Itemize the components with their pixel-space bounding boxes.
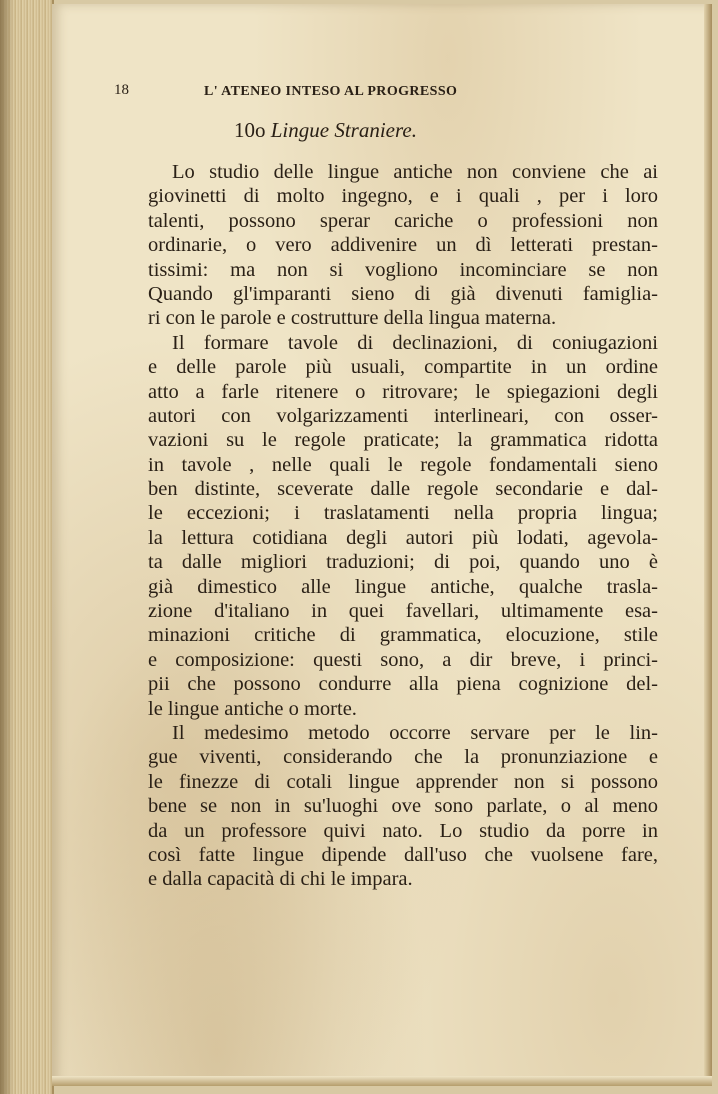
running-head: L' ATENEO INTESO AL PROGRESSO [204, 84, 458, 99]
text-line: le finezze di cotali lingue apprender non si possono [148, 770, 658, 793]
paragraph [148, 331, 658, 721]
text-line: Lo studio delle lingue antiche non conviene che ai [172, 161, 658, 183]
text-line: ben distinte, sceverate dalle regole secondarie e dal- [148, 478, 658, 501]
text-line: da un professore quivi nato. Lo studio da porre in [148, 819, 658, 842]
paragraph [148, 160, 658, 331]
text-line: Il medesimo metodo occorre servare per le lin- [172, 721, 658, 744]
text-line: e delle parole più usuali, compartite in un ordine [148, 356, 658, 379]
text-line: vazioni su le regole praticate; la grammatica ridotta [148, 429, 658, 452]
text-line: minazioni critiche di grammatica, elocuzione, stile [148, 624, 658, 647]
text-line: Quando gl'imparanti sieno di già divenuti famiglia- [148, 282, 658, 305]
text-line: bene se non in su'luoghi ove sono parlate, o al meno [148, 795, 658, 818]
section-heading [234, 118, 417, 143]
section-title: Lingue Straniere. [270, 118, 417, 142]
text-line: gue viventi, considerando che la pronunziazione e [148, 746, 658, 769]
text-line: giovinetti di molto ingegno, e i quali , per i loro [148, 185, 658, 208]
text-line: Il formare tavole di declinazioni, di coniugazioni [172, 331, 658, 354]
text-line: tissimi: ma non si vogliono incominciare se non [148, 258, 658, 281]
text-line: ta dalle migliori traduzioni; di poi, quando uno è [148, 551, 658, 574]
text-line: talenti, possono sperar cariche o professioni non [148, 209, 658, 232]
text-line: le eccezioni; i traslatamenti nella propria lingua; [148, 502, 658, 525]
text-line: zione d'italiano in quei favellari, ultimamente esa- [148, 600, 658, 623]
text-line: e composizione: questi sono, a dir breve, i princi- [148, 648, 658, 671]
page-right-edge [704, 4, 712, 1086]
page-header [114, 82, 558, 108]
text-line: la lettura cotidiana degli autori più lodati, agevola- [148, 526, 658, 549]
text-line: e dalla capacità di chi le impara. [148, 868, 413, 891]
section-number: 10o [234, 118, 266, 142]
text-line: ordinarie, o vero addivenire un dì letterati prestan- [148, 234, 658, 257]
paragraph [148, 721, 658, 892]
text-line: autori con volgarizzamenti interlineari, con osser- [148, 404, 658, 427]
text-line: ri con le parole e costrutture della lingua materna. [148, 307, 557, 330]
binding-shadow [0, 0, 14, 1094]
text-line: così fatte lingue dipende dall'uso che vuolsene fare, [148, 843, 658, 866]
body-text [148, 160, 658, 892]
text-line: le lingue antiche o morte. [148, 697, 357, 720]
page-number: 18 [114, 82, 129, 98]
page-bottom-edge [52, 1076, 712, 1086]
text-line: atto a farle ritenere o ritrovare; le spiegazioni degli [148, 380, 658, 403]
text-line: pii che possono condurre alla piena cognizione del- [148, 673, 658, 696]
text-line: in tavole , nelle quali le regole fondamentali sieno [148, 453, 658, 476]
text-line: già dimestico alle lingue antiche, qualche trasla- [148, 575, 658, 598]
